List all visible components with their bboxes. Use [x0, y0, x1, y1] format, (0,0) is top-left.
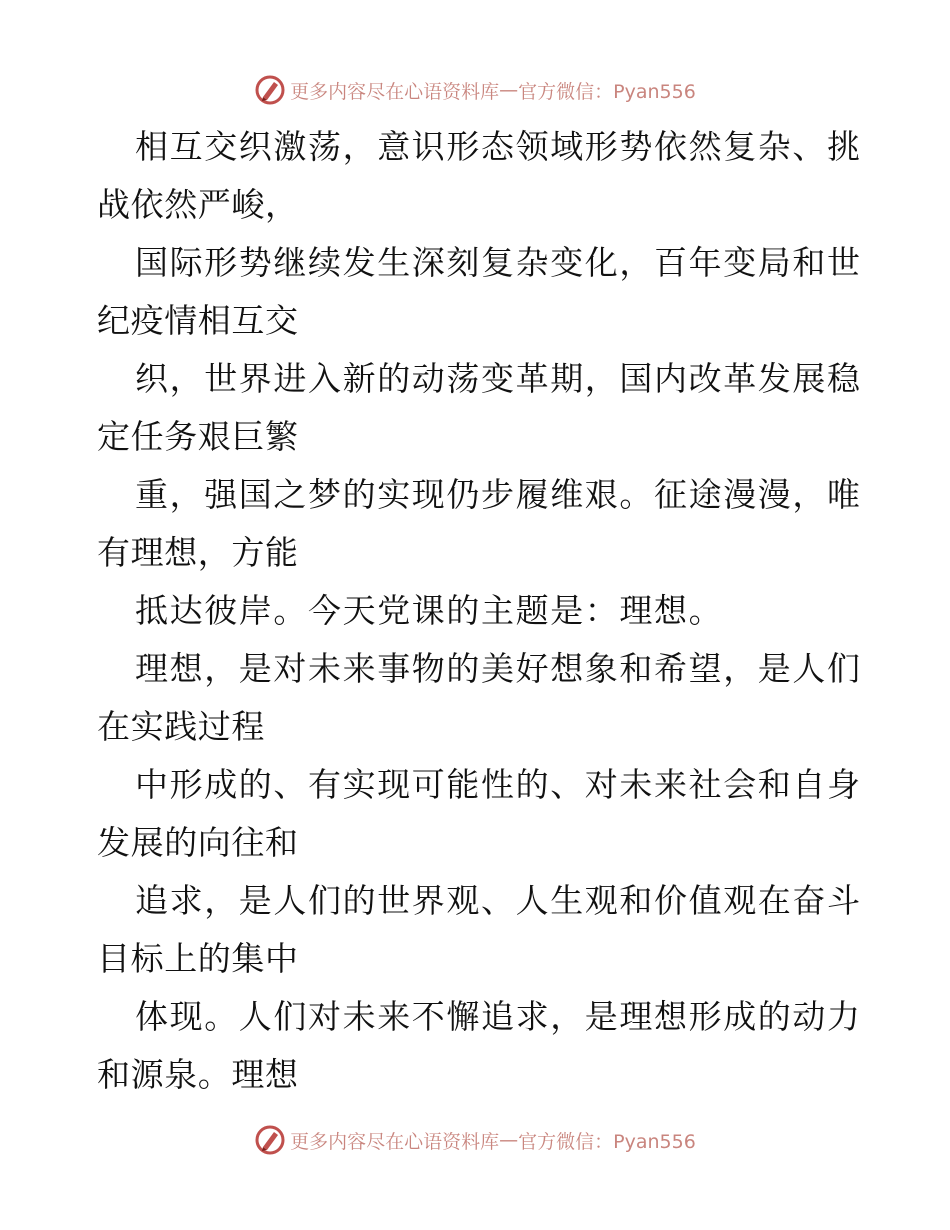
header-banner [0, 73, 950, 107]
text-line: 体现。人们对未来不懈追求，是理想形成的动力 [135, 997, 862, 1036]
text-line: 重，强国之梦的实现仍步履维艰。征途漫漫，唯 [135, 475, 862, 514]
text-line: 相互交织激荡，意识形态领域形势依然复杂、挑 [135, 127, 862, 166]
body-text [97, 118, 862, 1104]
text-line: 定任务艰巨繁 [97, 417, 299, 456]
text-line: 发展的向往和 [97, 823, 299, 862]
footer-banner [0, 1123, 950, 1157]
text-line: 中形成的、有实现可能性的、对未来社会和自身 [135, 765, 862, 804]
text-line: 目标上的集中 [97, 939, 299, 978]
footer-separator: — [499, 1129, 519, 1151]
pen-circle-logo-icon [254, 74, 286, 106]
text-line: 有理想，方能 [97, 533, 299, 572]
footer-site-text: 更多内容尽在心语资料库 [290, 1130, 500, 1153]
header-wechat-text: 官方微信：Pyan556 [518, 80, 696, 103]
text-line: 和源泉。理想 [97, 1055, 299, 1094]
text-line: 抵达彼岸。今天党课的主题是：理想。 [135, 591, 724, 630]
pen-circle-logo-icon [254, 1124, 286, 1156]
footer-wechat-text: 官方微信：Pyan556 [518, 1130, 696, 1153]
text-line: 理想，是对未来事物的美好想象和希望，是人们 [135, 649, 862, 688]
text-line: 纪疫情相互交 [97, 301, 299, 340]
text-line: 战依然严峻， [97, 185, 299, 224]
header-site-text: 更多内容尽在心语资料库 [290, 80, 500, 103]
text-line: 国际形势继续发生深刻复杂变化，百年变局和世 [135, 243, 862, 282]
header-separator: — [499, 79, 519, 101]
text-line: 追求，是人们的世界观、人生观和价值观在奋斗 [135, 881, 862, 920]
text-line: 织，世界进入新的动荡变革期，国内改革发展稳 [135, 359, 862, 398]
text-line: 在实践过程 [97, 707, 265, 746]
